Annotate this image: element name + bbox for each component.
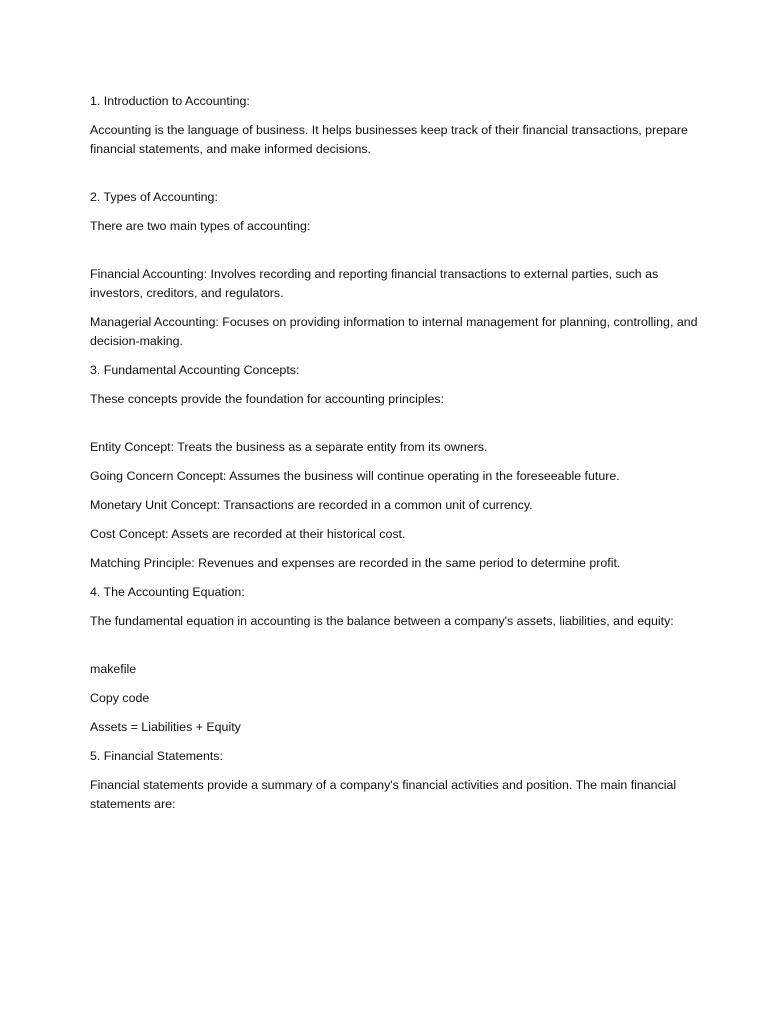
section-2-heading: 2. Types of Accounting: xyxy=(90,190,218,204)
section-4-heading: 4. The Accounting Equation: xyxy=(90,585,245,599)
financial-accounting-item: Financial Accounting: Involves recording and reporting financial transactions to external parties, such as investors, creditors, and regulators. xyxy=(90,267,659,300)
section-3-intro: These concepts provide the foundation for accounting principles: xyxy=(90,392,445,406)
section-2-intro: There are two main types of accounting: xyxy=(90,219,311,233)
copy-code-button[interactable]: Copy code xyxy=(90,691,150,705)
section-1-heading: 1. Introduction to Accounting: xyxy=(90,94,250,108)
going-concern-concept-item: Going Concern Concept: Assumes the business will continue operating in the foreseeable future. xyxy=(90,469,620,483)
document-page xyxy=(90,92,700,824)
section-5-body: Financial statements provide a summary of a company's financial activities and position. The main financial statements are: xyxy=(90,778,677,811)
section-4-body: The fundamental equation in accounting is the balance between a company's assets, liabilities, and equity: xyxy=(90,614,674,628)
monetary-unit-concept-item: Monetary Unit Concept: Transactions are recorded in a common unit of currency. xyxy=(90,498,533,512)
section-5-heading: 5. Financial Statements: xyxy=(90,749,223,763)
section-3-heading: 3. Fundamental Accounting Concepts: xyxy=(90,363,300,377)
code-language-label: makefile xyxy=(90,662,137,676)
cost-concept-item: Cost Concept: Assets are recorded at their historical cost. xyxy=(90,527,406,541)
entity-concept-item: Entity Concept: Treats the business as a separate entity from its owners. xyxy=(90,440,488,454)
accounting-equation-code: Assets = Liabilities + Equity xyxy=(90,720,241,734)
managerial-accounting-item: Managerial Accounting: Focuses on providing information to internal management for planning, controlling, and decision-making. xyxy=(90,315,698,348)
matching-principle-item: Matching Principle: Revenues and expenses are recorded in the same period to determine profit. xyxy=(90,556,621,570)
section-1-body: Accounting is the language of business. It helps businesses keep track of their financial transactions, prepare financial statements, and make informed decisions. xyxy=(90,123,688,156)
